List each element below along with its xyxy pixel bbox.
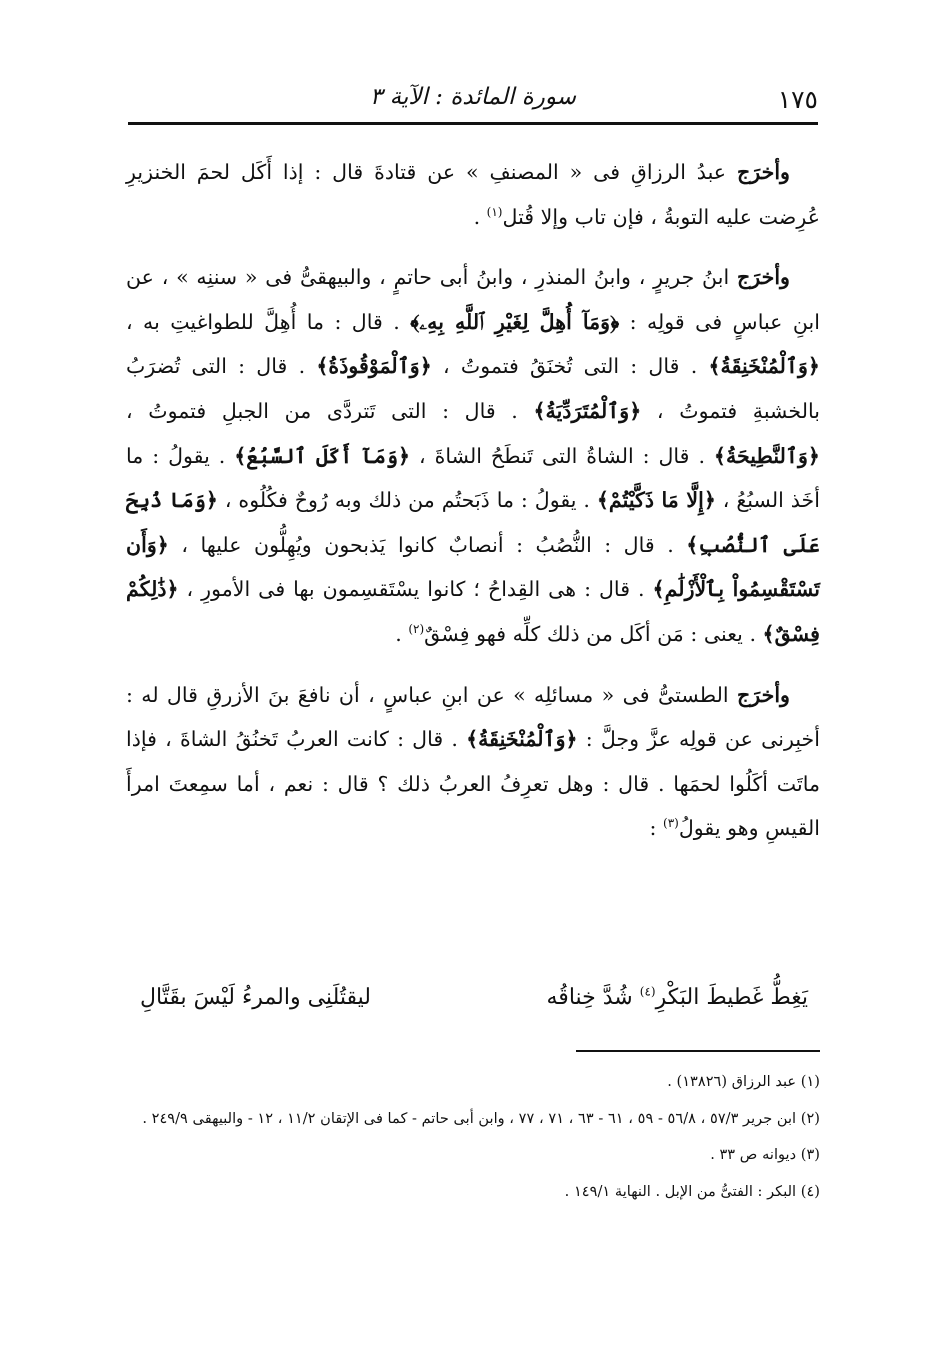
paragraph <box>126 150 820 239</box>
footnote: (٢) ابن جرير ٥٧/٣ ، ٥٦/٨ - ٥٩ ، ٦١ - ٦٣ ، ٧١ ، ٧٧ ، وابن أبى حاتم - كما فى الإتقان ١١/٢ ، ١٢ - والبيهقى ٢٤٩/٩ . <box>142 1109 820 1127</box>
footnote: (٣) ديوانه ص ٣٣ . <box>710 1146 820 1164</box>
text-run: ابنُ جريرٍ ، وابنُ المنذرِ ، وابنُ أبى حاتمٍ ، والبيهقىُّ فى « سننِه » ، عن ابنِ عباسٍ فى قولِه : <box>126 265 821 334</box>
paragraph <box>126 673 820 851</box>
footnotes <box>126 1064 820 1210</box>
quran-quote: ﴿إِلَّا مَا ذَكَّيْتُمْ﴾ <box>596 488 716 513</box>
text-run: . قال : التى تُخنَقُ فتموتُ ، <box>431 354 709 379</box>
text-run: . قال : النُّصُبُ : أنصابٌ كانوا يَذبحون ويُهِلُّون عليها ، <box>168 532 687 557</box>
quran-quote: ﴿وَأَن تَسْتَقْسِمُواْ بِٱلْأَزْلَٰمِ﴾ <box>126 532 820 602</box>
quran-quote: ﴿وَٱلْمُنْخَنِقَةُ﴾ <box>466 727 578 752</box>
poetry-verse <box>140 970 808 1024</box>
text-run: الطستىُّ فى « مسائلِه » عن ابنِ عباسٍ ، أن نافعَ بنَ الأزرقِ قال له : أخبِرنى عن قولِه عزَّ وجلَّ : <box>126 682 821 752</box>
quran-quote: ﴿وَمَا ذُبِحَ عَلَى ٱلنُّصُبِ﴾ <box>126 488 820 557</box>
quran-quote: ﴿ذَٰلِكُمْ فِسْقٌ﴾ <box>126 577 820 646</box>
quran-quote: ﴿وَمَآ أَكَلَ ٱلسَّبُعُ﴾ <box>234 443 411 468</box>
quran-quote: ﴿وَٱلنَّطِيحَةُ﴾ <box>713 443 820 468</box>
quran-quote: ﴿وَٱلْمُنْخَنِقَةُ﴾ <box>708 354 820 379</box>
text-run: . قال : التى تَتردَّى من الجبلِ فتموتُ ، <box>126 398 534 423</box>
text-run: . <box>395 621 409 646</box>
page-number: ١٧٥ <box>777 85 818 114</box>
quran-quote: ﴿وَمَآ أُهِلَّ لِغَيْرِ ٱللَّهِ بِهِۦ﴾ <box>410 309 620 334</box>
footnote: (١) عبد الرزاق (١٣٨٢٦) . <box>667 1073 820 1090</box>
text-run: . يقولُ : ما أخَذ السبُعُ ، <box>126 443 821 513</box>
text-run: . يقولُ : ما ذَبَحتُم من ذلك وبه رُوحٌ فكُلُوه ، <box>217 488 597 513</box>
verse-first-hemistich <box>547 985 808 1010</box>
text-run: : <box>649 816 663 841</box>
text-run: . قال : التى تُضرَبُ بالخشبةِ فتموتُ ، <box>126 354 820 423</box>
text-run: . <box>473 204 487 229</box>
verse-first-part: يَغِطُّ غَطيطَ البَكْرِ <box>655 984 808 1010</box>
footnote-ref: (١) <box>486 204 503 219</box>
verse-second-hemistich: ليقتُلَنِى والمرءُ لَيْسَ بقَتَّالِ <box>140 984 371 1010</box>
text-run: . قال : ما أُهِلَّ للطواغيتِ به ، <box>126 309 411 334</box>
surah-title: سورة المائدة : الآية ٣ <box>369 84 577 110</box>
text-run: . قال : هى القِداحُ ؛ كانوا يسْتَقسِمون بها فى الأمورِ ، <box>178 577 653 602</box>
text-run: . يعنى : مَن أكَل من ذلك كلِّه فهو فِسْقٌ <box>424 621 763 646</box>
paragraph-lead: وأخرَج <box>736 160 790 184</box>
paragraph-lead: وأخرَج <box>736 682 790 707</box>
footnote-ref: (٣) <box>663 816 679 831</box>
main-text <box>126 150 820 867</box>
paragraph <box>126 255 820 656</box>
quran-quote: ﴿وَٱلْمَوْقُوذَةُ﴾ <box>316 354 432 379</box>
footnote-ref: (٢) <box>408 622 425 637</box>
verse-first-end: شُدَّ خِناقُه <box>546 984 640 1010</box>
text-run: . قال : كانت العربُ تَخنُقُ الشاةَ ، فإذا ماتَت أكَلُوا لحمَها . قال : وهل تعرِفُ العربُ ذلك ؟ قال : نعم ، أما سمِعتَ امرأَ القيسِ وهو يقولُ <box>126 727 820 841</box>
footnote-separator <box>576 1050 820 1052</box>
text-run: . قال : الشاةُ التى تَنطَحُ الشاةَ ، <box>410 443 714 468</box>
footnote: (٤) البكر : الفتىُّ من الإبل . النهاية ١٤٩/١ . <box>564 1182 820 1200</box>
text-run: عبدُ الرزاقِ فى « المصنفِ » عن قتادةَ قال : إذا أَكَل لحمَ الخنزيرِ عُرِضت عليه التوبةُ ، فإن تاب وإلا قُتل <box>126 160 820 229</box>
header-rule <box>128 122 818 125</box>
paragraph-lead: وأخرَج <box>736 265 790 290</box>
quran-quote: ﴿وَٱلْمُتَرَدِّيَةُ﴾ <box>533 398 642 423</box>
footnote-ref: (٤) <box>639 984 656 999</box>
running-header <box>128 68 818 114</box>
